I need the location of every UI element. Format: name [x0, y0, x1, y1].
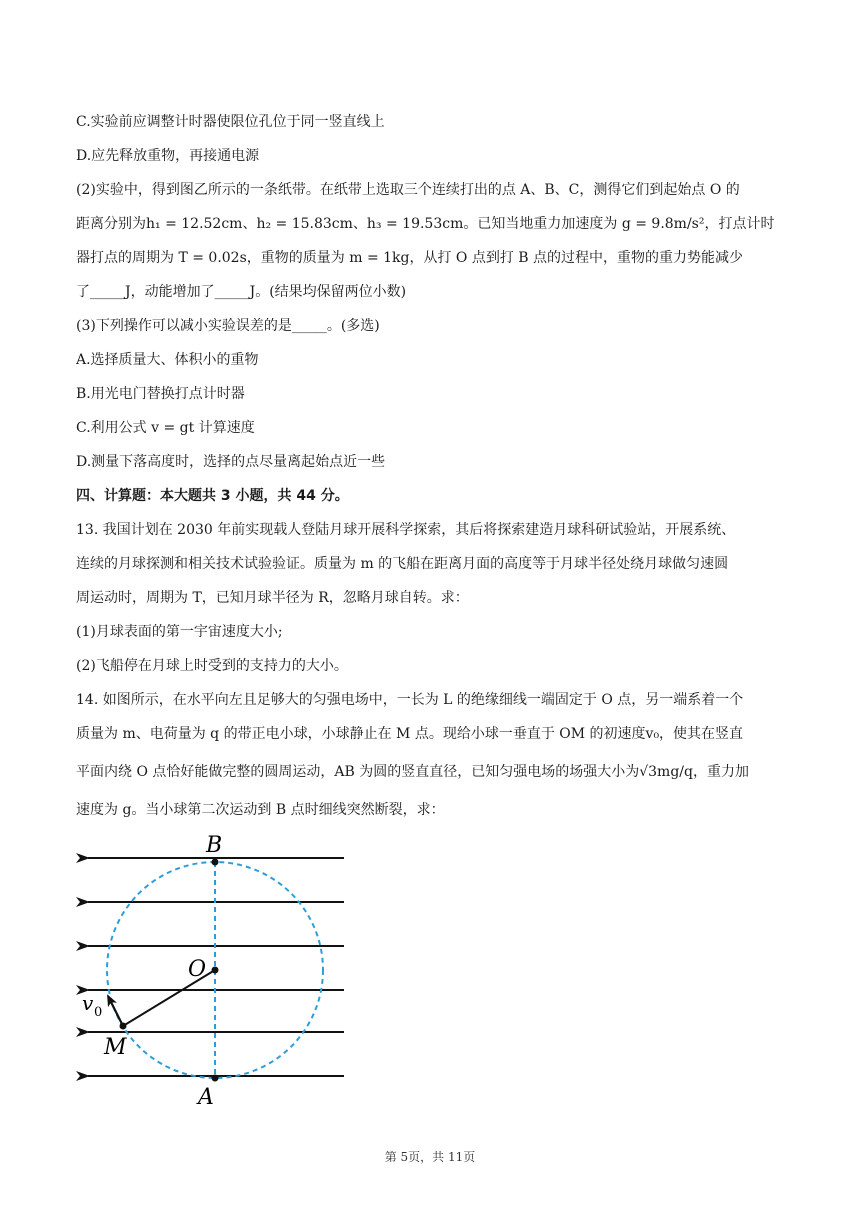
- question-12-2-line-3: 器打点的周期为 T = 0.02s，重物的质量为 m = 1kg，从打 O 点到打 B 点的过程中，重物的重力势能减少: [76, 250, 744, 266]
- option-a-line: A.选择质量大、体积小的重物: [76, 352, 259, 368]
- question-14-line-4: 速度为 g。当小球第二次运动到 B 点时细线突然断裂，求：: [76, 802, 445, 818]
- label-a: A: [198, 1085, 214, 1110]
- point-a: [212, 1075, 219, 1082]
- question-13-line-1: 13. 我国计划在 2030 年前实现载人登陆月球开展科学探索，其后将探索建造月球科研试验站，开展系统、: [76, 522, 736, 538]
- question-14-line-3: 平面内绕 O 点恰好能做完整的圆周运动，AB 为圆的竖直直径，已知匀强电场的场强大小为√3mg/q，重力加: [76, 764, 749, 780]
- point-o: [212, 967, 219, 974]
- question-12-2-line-4: 了_____J，动能增加了_____J。(结果均保留两位小数): [76, 284, 407, 300]
- option-c2-line: C.利用公式 v = gt 计算速度: [76, 420, 255, 436]
- question-13-part-1: (1)月球表面的第一宇宙速度大小;: [76, 624, 283, 640]
- point-b: [212, 859, 219, 866]
- option-b-line: B.用光电门替换打点计时器: [76, 386, 245, 402]
- section-heading: 四、计算题：本大题共 3 小题，共 44 分。: [76, 488, 349, 504]
- label-m: M: [104, 1035, 127, 1060]
- question-12-3-line: (3)下列操作可以减小实验误差的是_____。(多选): [76, 318, 380, 334]
- point-m: [120, 1023, 127, 1030]
- option-d2-line: D.测量下落高度时，选择的点尽量离起始点近一些: [76, 454, 386, 470]
- question-12-2-line-1: (2)实验中，得到图乙所示的一条纸带。在纸带上选取三个连续打出的点 A、B、C，测得它们到起始点 O 的: [76, 182, 740, 198]
- label-v0-subscript: 0: [94, 1005, 103, 1020]
- question-13-line-3: 周运动时，周期为 T，已知月球半径为 R，忽略月球自转。求：: [76, 590, 469, 606]
- question-12-2-line-2: 距离分别为h₁ = 12.52cm、h₂ = 15.83cm、h₃ = 19.53cm。已知当地重力加速度为 g = 9.8m/s²，打点计时: [76, 216, 775, 232]
- page-footer: 第 5页，共 11页: [384, 1150, 476, 1164]
- option-c-line: C.实验前应调整计时器使限位孔位于同一竖直线上: [76, 114, 385, 130]
- electric-field-figure: [76, 828, 366, 1118]
- question-14-line-1: 14. 如图所示，在水平向左且足够大的匀强电场中，一长为 L 的绝缘细线一端固定于 O 点，另一端系着一个: [76, 692, 744, 708]
- option-d-line: D.应先释放重物，再接通电源: [76, 148, 260, 164]
- question-13-part-2: (2)飞船停在月球上时受到的支持力的大小。: [76, 658, 348, 674]
- v0-arrow: [108, 996, 123, 1026]
- question-13-line-2: 连续的月球探测和相关技术试验验证。质量为 m 的飞船在距离月面的高度等于月球半径处绕月球做匀速圆: [76, 556, 729, 572]
- label-b: B: [206, 833, 223, 858]
- label-o: O: [188, 957, 207, 982]
- label-v0: v: [82, 991, 94, 1015]
- question-14-line-2: 质量为 m、电荷量为 q 的带正电小球，小球静止在 M 点。现给小球一垂直于 OM 的初速度v₀，使其在竖直: [76, 726, 744, 742]
